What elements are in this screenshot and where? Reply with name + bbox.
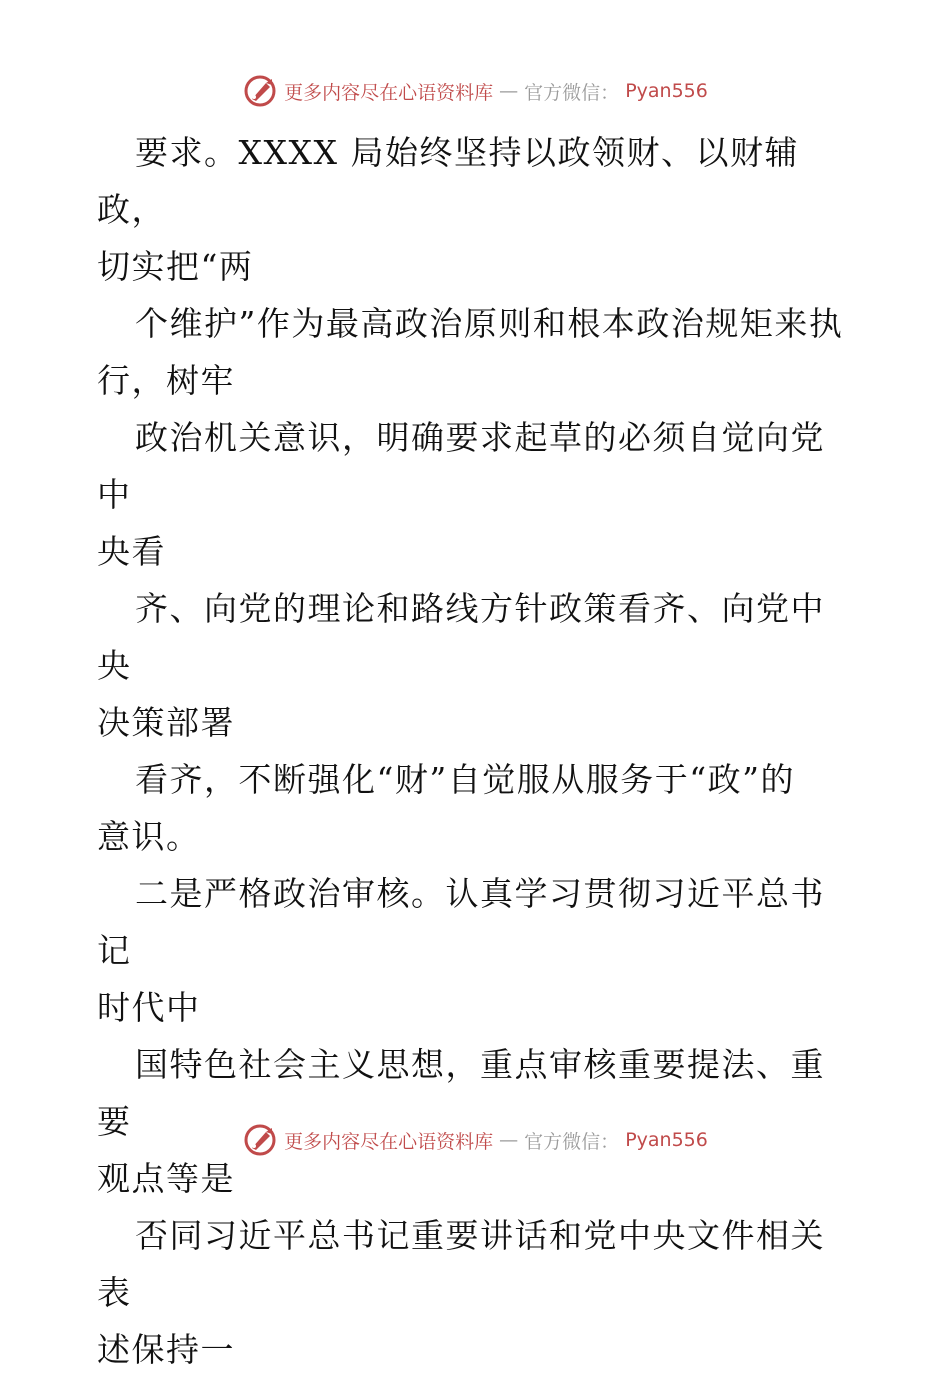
text-line: 时代中 (97, 988, 201, 1027)
text-line: 述保持一 (97, 1330, 235, 1369)
text-line: 要求。XXXX 局始终坚持以政领财、以财辅政， (97, 133, 799, 229)
text-line: 意识。 (97, 817, 201, 856)
text-line: 否同习近平总书记重要讲话和党中央文件相关表 (97, 1216, 825, 1312)
text-line: 行，树牢 (97, 361, 235, 400)
banner-wechat-id: Pyan556 (625, 80, 708, 102)
text-line: 个维护”作为最高政治原则和根本政治规矩来执 (135, 304, 844, 343)
banner-dash: — (499, 80, 519, 102)
banner-wechat-label: 官方微信： (524, 1130, 620, 1153)
banner-site-name: 更多内容尽在心语资料库 (284, 81, 494, 104)
text-line: 国特色社会主义思想，重点审核重要提法、重要 (97, 1045, 825, 1141)
text-line: 决策部署 (97, 703, 235, 742)
header-banner (0, 71, 950, 111)
text-line: 二是严格政治审核。认真学习贯彻习近平总书记 (97, 874, 825, 970)
banner-wechat-id: Pyan556 (625, 1129, 708, 1151)
pen-nib-logo-icon (242, 73, 278, 109)
text-line: 观点等是 (97, 1159, 235, 1198)
document-body (97, 124, 853, 1378)
banner-site-name: 更多内容尽在心语资料库 (284, 1130, 494, 1153)
text-line: 政治机关意识，明确要求起草的必须自觉向党中 (97, 418, 825, 514)
text-line: 央看 (97, 532, 166, 571)
banner-wechat-label: 官方微信： (524, 81, 620, 104)
footer-banner (0, 1120, 950, 1160)
banner-dash: — (499, 1129, 519, 1151)
pen-nib-logo-icon (242, 1122, 278, 1158)
text-line: 切实把“两 (97, 247, 254, 286)
text-line: 齐、向党的理论和路线方针政策看齐、向党中央 (97, 589, 825, 685)
text-line: 看齐，不断强化“财”自觉服从服务于“政”的 (135, 760, 795, 799)
